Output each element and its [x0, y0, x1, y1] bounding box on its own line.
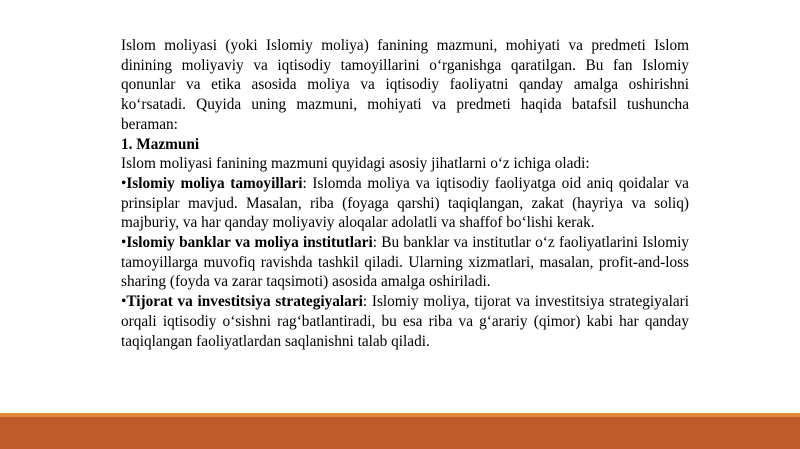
section-heading: 1. Mazmuni [121, 135, 200, 153]
bullet-marker: • [121, 174, 127, 192]
bullet-term: Islomiy moliya tamoyillari [126, 174, 303, 192]
bullet-text: : Islomda moliya va iqtisodiy faoliyatga oid aniq qoidalar va prinsiplar mavjud. Masalan, riba (foyaga qarshi) taqiqlangan, zakat (hayriya va soliq) majburiy, va har qanday moliyaviy aloqalar adolatli va shaffof bo‘lishi kerak. [121, 174, 689, 232]
bullet-text: : Bu banklar va institutlar o‘z faoliyatlarini Islomiy tamoyillarga muvofiq ravishda tashkil qiladi. Ularning xizmatlari, masalan, profit-and-loss sharing (foyda va zarar taqsimoti) asosida amalga oshiriladi. [121, 234, 690, 291]
bullet-item-principles [121, 174, 689, 233]
bullet-marker: • [121, 293, 127, 311]
slide-body [121, 36, 689, 351]
footer-bar [0, 417, 800, 449]
section-lead: Islom moliyasi fanining mazmuni quyidagi asosiy jihatlarni o‘z ichiga oladi: [121, 155, 590, 173]
intro-paragraph: Islom moliyasi (yoki Islomiy moliya) fanining mazmuni, mohiyati va predmeti Islom dinining moliyaviy va iqtisodiy tamoyillarini o‘rganishga qaratilgan. Bu fan Islomiy qonunlar va etika asosida moliya va iqtisodiy faoliyatni qanday amalga oshirishni ko‘rsatadi. Quyida uning mazmuni, mohiyati va predmeti haqida batafsil tushuncha beraman: [121, 37, 689, 133]
bullet-term: Islomiy banklar va moliya institutlari [126, 234, 373, 252]
bullet-item-strategies [121, 292, 689, 351]
bullet-marker: • [121, 234, 127, 252]
bullet-text: : Islomiy moliya, tijorat va investitsiya strategiyalari orqali iqtisodiy o‘sishni rag‘batlantiradi, bu esa riba va g‘arariy (qimor) kabi har qanday taqiqlangan faoliyatlardan saqlanishni talab qiladi. [121, 293, 690, 350]
bullet-term: Tijorat va investitsiya strategiyalari [126, 293, 363, 311]
bullet-item-banks [121, 233, 689, 292]
